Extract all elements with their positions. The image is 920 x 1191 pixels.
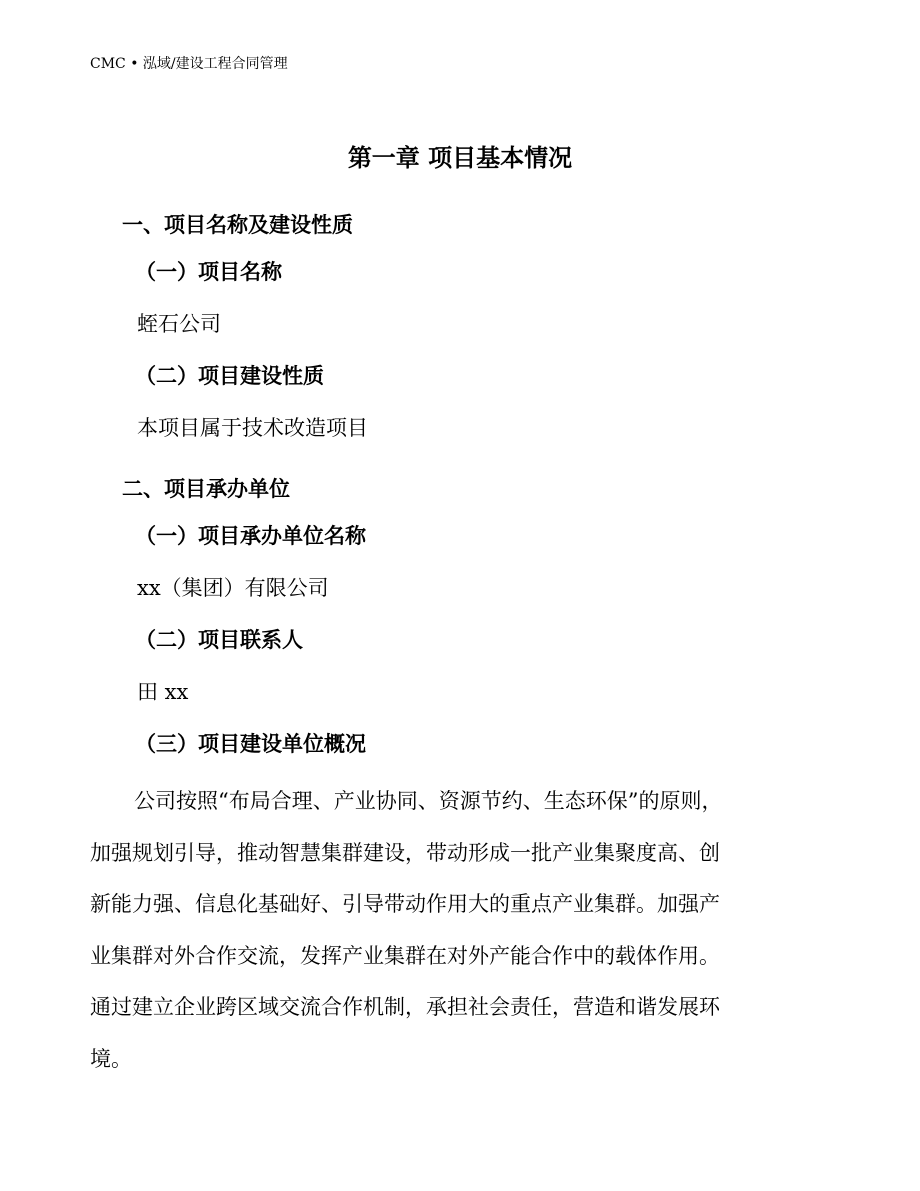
subsection-heading-undertaker-name: （一）项目承办单位名称 <box>135 524 366 548</box>
construction-nature-text: 本项目属于技术改造项目 <box>137 416 368 440</box>
contact-text: 田 xx <box>137 680 189 704</box>
paragraph-line: 公司按照“布局合理、产业协同、资源节约、生态环保”的原则， <box>134 789 723 813</box>
chapter-title: 第一章 项目基本情况 <box>347 144 573 172</box>
subsection-heading-project-name: （一）项目名称 <box>135 260 282 284</box>
paragraph-line: 通过建立企业跨区域交流合作机制，承担社会责任，营造和谐发展环 <box>90 995 720 1019</box>
paragraph-line: 新能力强、信息化基础好、引导带动作用大的重点产业集群。加强产 <box>90 892 720 916</box>
subsection-heading-contact: （二）项目联系人 <box>135 628 303 652</box>
subsection-heading-company-overview: （三）项目建设单位概况 <box>135 732 366 756</box>
paragraph-line: 业集群对外合作交流，发挥产业集群在对外产能合作中的载体作用。 <box>90 943 720 968</box>
project-name-text: 蛭石公司 <box>137 312 221 336</box>
header-divider <box>90 82 830 83</box>
company-overview-paragraph <box>90 776 832 1085</box>
paragraph-line: 境。 <box>90 1046 132 1071</box>
subsection-heading-construction-nature: （二）项目建设性质 <box>135 364 324 388</box>
section-heading-2: 二、项目承办单位 <box>122 477 290 501</box>
page-header: CMC • 泓域/建设工程合同管理 <box>90 56 288 72</box>
paragraph-line: 加强规划引导，推动智慧集群建设，带动形成一批产业集聚度高、创 <box>90 840 720 865</box>
undertaker-name-text: xx（集团）有限公司 <box>137 576 329 600</box>
section-heading-1: 一、项目名称及建设性质 <box>122 213 353 237</box>
